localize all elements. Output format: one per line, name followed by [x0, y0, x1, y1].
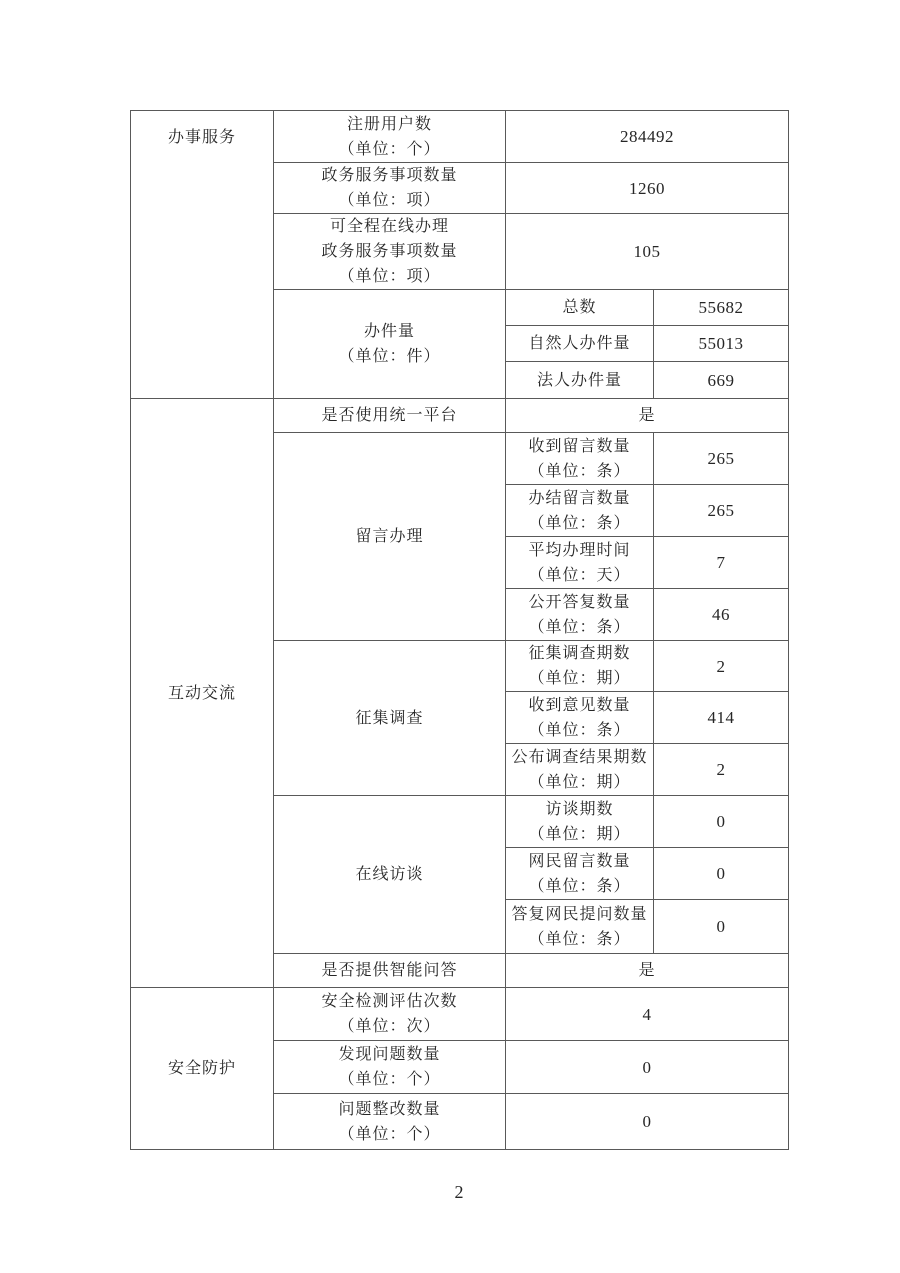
- cell-interviews-messages-value: 0: [654, 848, 789, 900]
- row-label: 访谈期数: [545, 800, 614, 818]
- cell-interviews-replies-label: [506, 900, 654, 954]
- row-label: 安全检测评估次数: [321, 993, 458, 1010]
- cell-service-items-value: 1260: [506, 163, 789, 214]
- row-label: 征集调查期数: [528, 645, 631, 662]
- row-unit: （单位：天）: [528, 566, 631, 584]
- row-unit: （单位：个）: [338, 1125, 441, 1143]
- cell-interviews-group-label: 在线访谈: [274, 796, 506, 954]
- row-label: 问题整改数量: [338, 1100, 441, 1118]
- category-interaction: 互动交流: [131, 399, 274, 988]
- cell-messages-replies-value: 46: [654, 589, 789, 641]
- cell-messages-avgtime-label: [506, 537, 654, 589]
- cell-messages-replies-label: [506, 589, 654, 641]
- row-label: 答复网民提问数量: [511, 905, 648, 923]
- cell-cases-total-value: 55682: [654, 290, 789, 326]
- cell-cases-natural-label: 自然人办件量: [506, 326, 654, 362]
- group-label: 办件量: [363, 323, 415, 340]
- cell-registered-users-label: [274, 111, 506, 163]
- cell-online-items-value: 105: [506, 214, 789, 290]
- cell-cases-legal-value: 669: [654, 362, 789, 399]
- row-unit: （单位：期）: [528, 773, 631, 791]
- row-unit: （单位：项）: [338, 192, 441, 209]
- row-unit: （单位：条）: [528, 462, 631, 480]
- row-label: 公布调查结果期数: [511, 748, 648, 766]
- category-security: 安全防护: [131, 988, 274, 1150]
- cell-service-items-label: [274, 163, 506, 214]
- cell-cases-total-label: 总数: [506, 290, 654, 326]
- cell-assessments-label: [274, 988, 506, 1041]
- row-label: 发现问题数量: [338, 1046, 441, 1063]
- cell-surveys-opinions-value: 414: [654, 692, 789, 744]
- row-label: 注册用户数: [346, 115, 432, 133]
- cell-unified-platform-value: 是: [506, 399, 789, 433]
- row-label: 网民留言数量: [528, 852, 631, 870]
- row-unit: （单位：期）: [528, 825, 631, 843]
- row-label: 可全程在线办理: [329, 218, 449, 235]
- cell-cases-group-label: [274, 290, 506, 399]
- cell-interviews-periods-value: 0: [654, 796, 789, 848]
- cell-unified-platform-label: 是否使用统一平台: [274, 399, 506, 433]
- row-unit: （单位：个）: [338, 1071, 441, 1088]
- cell-messages-completed-value: 265: [654, 485, 789, 537]
- cell-surveys-opinions-label: [506, 692, 654, 744]
- cell-problems-fixed-label: [274, 1094, 506, 1150]
- cell-messages-completed-label: [506, 485, 654, 537]
- cell-interviews-periods-label: [506, 796, 654, 848]
- cell-surveys-periods-value: 2: [654, 641, 789, 692]
- page-number: 2: [454, 1182, 464, 1202]
- row-unit: （单位：条）: [528, 721, 631, 739]
- cell-surveys-periods-label: [506, 641, 654, 692]
- row-unit: （单位：条）: [528, 930, 631, 948]
- cell-interviews-replies-value: 0: [654, 900, 789, 954]
- cell-surveys-results-value: 2: [654, 744, 789, 796]
- row-unit: （单位：期）: [528, 670, 631, 687]
- row-unit: （单位：条）: [528, 877, 631, 895]
- row-label: 收到意见数量: [528, 696, 631, 714]
- category-service: 办事服务: [131, 111, 274, 399]
- row-unit: （单位：次）: [338, 1018, 441, 1035]
- row-label: 收到留言数量: [528, 437, 631, 455]
- group-unit: （单位：件）: [338, 348, 441, 365]
- row-label: 办结留言数量: [528, 489, 631, 507]
- cell-surveys-results-label: [506, 744, 654, 796]
- cell-smartqa-value: 是: [506, 954, 789, 988]
- row-unit: （单位：项）: [338, 268, 441, 285]
- statistics-table: [130, 110, 789, 1150]
- row-label: 公开答复数量: [528, 593, 631, 611]
- cell-surveys-group-label: 征集调查: [274, 641, 506, 796]
- cell-messages-received-label: [506, 433, 654, 485]
- cell-assessments-value: 4: [506, 988, 789, 1041]
- cell-problems-found-label: [274, 1041, 506, 1094]
- cell-problems-fixed-value: 0: [506, 1094, 789, 1150]
- row-label: 政务服务事项数量: [321, 167, 458, 184]
- cell-smartqa-label: 是否提供智能问答: [274, 954, 506, 988]
- cell-messages-group-label: 留言办理: [274, 433, 506, 641]
- cell-registered-users-value: 284492: [506, 111, 789, 163]
- row-label: 政务服务事项数量: [321, 243, 458, 260]
- cell-cases-legal-label: 法人办件量: [506, 362, 654, 399]
- cell-online-items-label: [274, 214, 506, 290]
- cell-cases-natural-value: 55013: [654, 326, 789, 362]
- row-unit: （单位：条）: [528, 514, 631, 532]
- cell-messages-avgtime-value: 7: [654, 537, 789, 589]
- row-unit: （单位：个）: [338, 140, 441, 158]
- row-label: 平均办理时间: [528, 541, 631, 559]
- row-unit: （单位：条）: [528, 618, 631, 636]
- cell-messages-received-value: 265: [654, 433, 789, 485]
- cell-problems-found-value: 0: [506, 1041, 789, 1094]
- cell-interviews-messages-label: [506, 848, 654, 900]
